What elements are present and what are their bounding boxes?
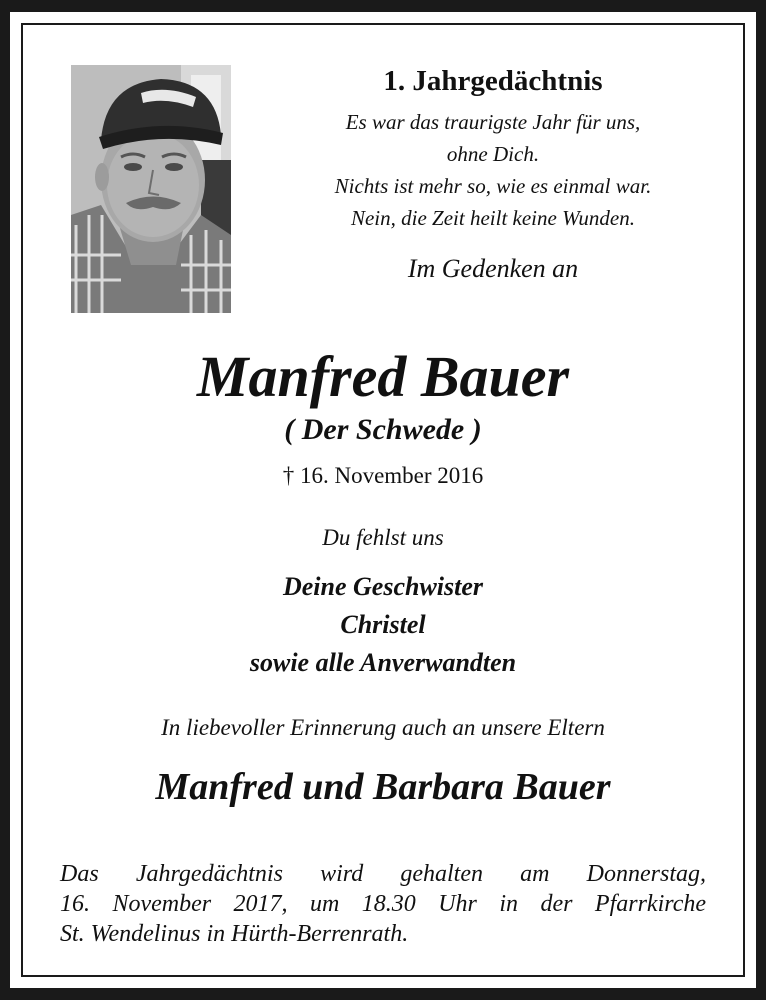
portrait-photo xyxy=(71,65,231,313)
mourner-line: Deine Geschwister xyxy=(282,572,484,601)
death-date: † 16. November 2016 xyxy=(282,463,484,488)
header-block xyxy=(243,65,743,284)
service-notice-line: 16. November 2017, um 18.30 Uhr in der Pfarrkirche xyxy=(60,891,706,917)
obituary-card xyxy=(10,12,756,988)
service-notice-line: St. Wendelinus in Hürth-Berrenrath. xyxy=(60,921,409,947)
parents-names: Manfred und Barbara Bauer xyxy=(155,766,611,808)
mourner-line: Christel xyxy=(340,610,426,639)
poem xyxy=(243,106,743,234)
poem-line: Nein, die Zeit heilt keine Wunden. xyxy=(350,206,635,230)
mourner-line: sowie alle Anverwandten xyxy=(249,648,517,677)
obituary-border xyxy=(21,23,745,977)
anniversary-title: 1. Jahrgedächtnis xyxy=(383,65,603,97)
poem-line: Nichts ist mehr so, wie es einmal war. xyxy=(334,174,652,198)
memorial-intro: Im Gedenken an xyxy=(407,254,579,283)
deceased-name: Manfred Bauer xyxy=(196,344,570,409)
mourners-list xyxy=(23,568,743,682)
deceased-nickname: ( Der Schwede ) xyxy=(284,413,482,446)
poem-line: ohne Dich. xyxy=(446,142,540,166)
portrait-illustration xyxy=(71,65,231,313)
mourners-intro: Du fehlst uns xyxy=(322,525,444,550)
service-notice xyxy=(60,859,706,949)
poem-line: Es war das traurigste Jahr für uns, xyxy=(345,110,641,134)
parents-intro: In liebevoller Erinnerung auch an unsere Eltern xyxy=(161,715,605,740)
service-notice-line: Das Jahrgedächtnis wird gehalten am Donnerstag, xyxy=(60,861,706,887)
